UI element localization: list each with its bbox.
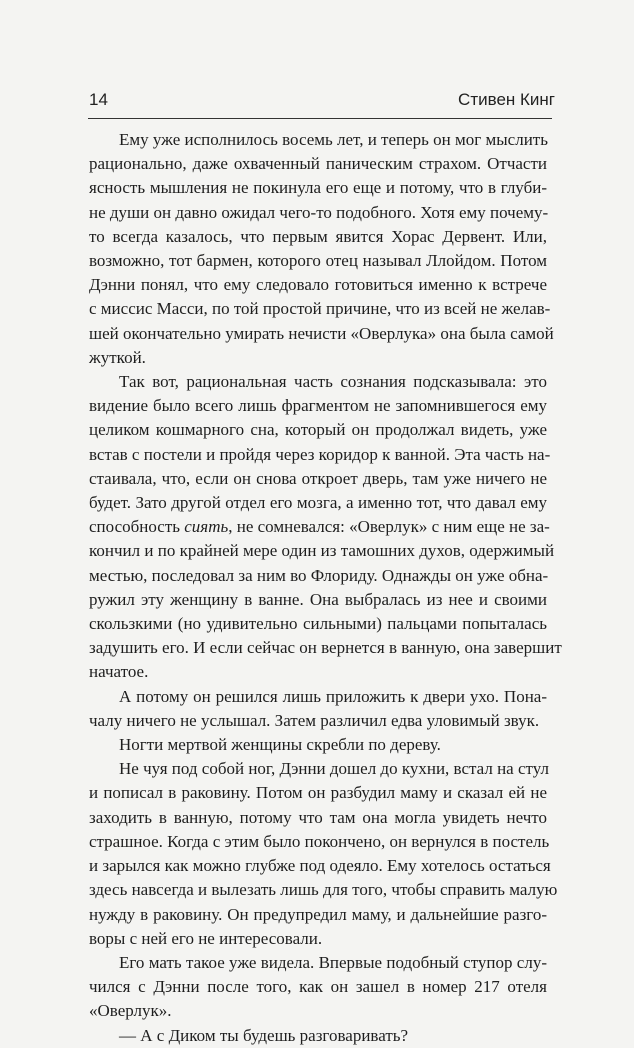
text-line: и пописал в раковину. Потом он разбудил маму и сказал ей не: [89, 783, 547, 803]
paragraph: [89, 1024, 547, 1048]
body-text: [89, 128, 562, 1048]
text-line: чалу ничего не услышал. Затем различил едва уловимый звук.: [89, 710, 540, 730]
text-line: Ему уже исполнилось восемь лет, и теперь он мог мыслить: [119, 130, 548, 149]
text-line: ружил эту женщину в ванне. Она выбралась из нее и своими: [89, 589, 547, 609]
text-line: начатое.: [89, 662, 149, 682]
text-line: рационально, даже охваченный паническим страхом. Отчасти: [89, 154, 547, 174]
text-line: скользкими (но удивительно сильными) пальцами попыталась: [89, 614, 547, 634]
paragraph: [89, 951, 547, 1024]
running-header: [86, 90, 555, 116]
text-line: ясность мышления не покинула его еще и потому, что в глуби-: [89, 178, 547, 198]
text-line: задушить его. И если сейчас он вернется в ванную, она завершит: [89, 638, 562, 658]
text-line: не души он давно ожидал чего-то подобного. Хотя ему почему-: [89, 202, 549, 222]
text-line: местью, последовал за ним во Флориду. Однажды он уже обна-: [89, 565, 549, 585]
text-line: стаивала, что, если он снова откроет дверь, там уже ничего не: [89, 468, 547, 488]
emphasis: сиять: [184, 517, 229, 537]
text-line: кончил и по крайней мере один из тамошних духов, одержимый: [89, 541, 555, 561]
text-line: то всегда казалось, что первым явится Хорас Дервент. Или,: [89, 226, 547, 246]
text-line: целиком кошмарного сна, который он продолжал видеть, уже: [89, 420, 547, 440]
text-line: воры с ней его не интересовали.: [89, 928, 323, 948]
text-line: шей окончательно умирать нечисти «Оверлука» она была самой: [89, 323, 554, 343]
text-line: здесь навсегда и вылезать лишь для того, чтобы справить малую: [89, 880, 558, 900]
text-line: страшное. Когда с этим было покончено, он вернулся в постель: [89, 831, 550, 851]
text-line: чился с Дэнни после того, как он зашел в номер 217 отеля: [89, 977, 547, 997]
text-line: Его мать такое уже видела. Впервые подобный ступор слу-: [119, 952, 547, 972]
text-line: — А с Диком ты будешь разговаривать?: [119, 1025, 409, 1045]
paragraph: [89, 128, 554, 370]
page-number: 14: [89, 90, 108, 109]
text-line: видение было всего лишь фрагментом не запомнившегося ему: [89, 396, 547, 416]
paragraph: [89, 685, 547, 733]
text-line: способность сиять, не сомневался: «Оверлук» с ним еще не за-: [89, 517, 550, 537]
paragraph: [89, 370, 562, 685]
text-line: будет. Зато другой отдел его мозга, а именно тот, что давал ему: [89, 493, 547, 513]
text-line: Так вот, рациональная часть сознания подсказывала: это: [119, 372, 547, 392]
paragraph: [89, 757, 558, 951]
running-title: Стивен Кинг: [458, 90, 555, 109]
text-line: жуткой.: [89, 347, 146, 367]
text-line: заходить в ванную, потому что там она могла увидеть нечто: [89, 807, 547, 827]
text-line: возможно, тот бармен, которого отец называл Ллойдом. Потом: [89, 251, 547, 271]
text-line: Ногти мертвой женщины скребли по дереву.: [119, 735, 441, 755]
header-rule: [88, 118, 552, 119]
text-line: Дэнни понял, что ему следовало готовиться именно к встрече: [89, 275, 547, 295]
text-line: с миссис Масси, по той простой причине, что из всей не желав-: [89, 299, 551, 319]
text-line: и зарылся как можно глубже под одеяло. Ему хотелось остаться: [89, 856, 551, 876]
text-line: встав с постели и пройдя через коридор к ванной. Эта часть на-: [89, 444, 551, 464]
text-line: Не чуя под собой ног, Дэнни дошел до кухни, встал на стул: [119, 759, 549, 779]
paragraph: [89, 733, 547, 757]
text-line: А потому он решился лишь приложить к двери ухо. Пона-: [119, 686, 547, 706]
text-line: «Оверлук».: [89, 1001, 172, 1021]
text-line: нужду в раковину. Он предупредил маму, и дальнейшие разго-: [89, 904, 547, 924]
